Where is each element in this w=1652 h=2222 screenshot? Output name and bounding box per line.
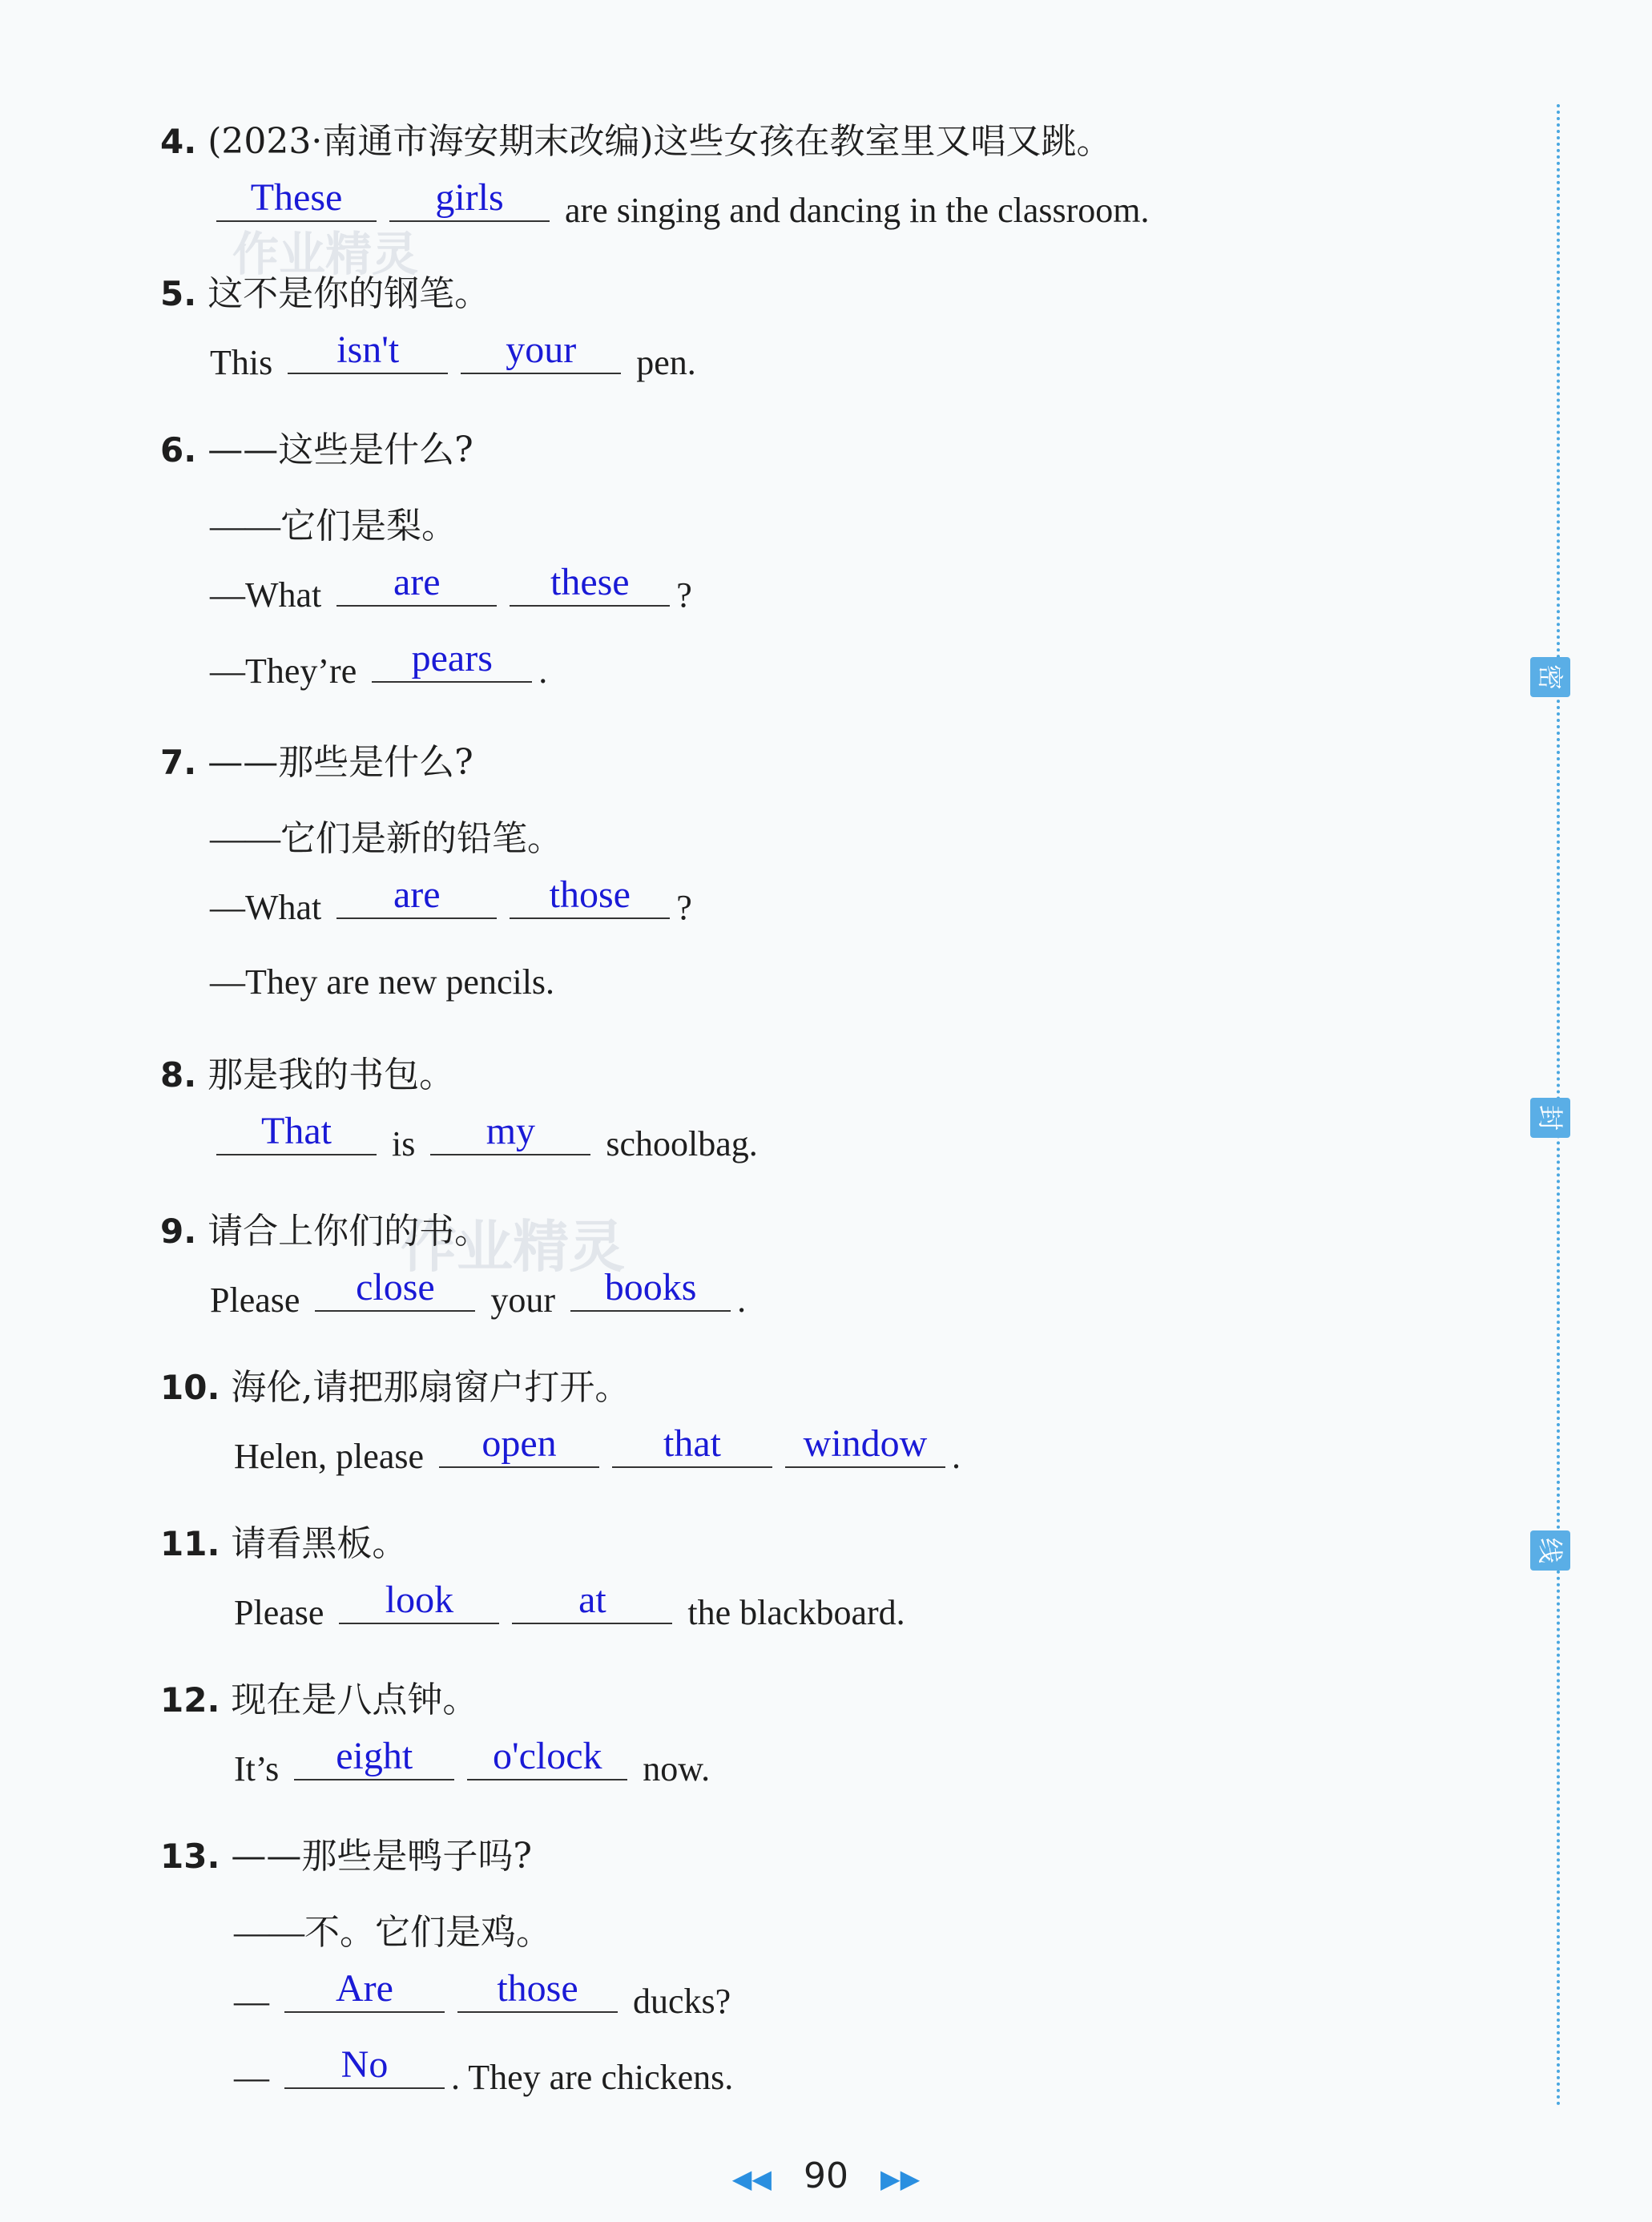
question-number: 11. bbox=[160, 1524, 220, 1563]
answer-line bbox=[210, 962, 554, 1002]
answer-blank[interactable] bbox=[294, 1735, 454, 1780]
sentence-text: . bbox=[952, 1437, 961, 1476]
answer-line bbox=[210, 329, 696, 383]
question-4-prompt bbox=[160, 112, 1111, 163]
sentence-text: This bbox=[210, 343, 282, 382]
question-chinese-text: 现在是八点钟。 bbox=[231, 1680, 478, 1720]
question-number: 4. bbox=[160, 122, 197, 161]
seal-label-feng: 封 bbox=[1530, 1098, 1570, 1138]
question-chinese-text: 请合上你们的书。 bbox=[208, 1211, 490, 1252]
handwritten-answer: at bbox=[578, 1579, 606, 1621]
sentence-text: ducks? bbox=[624, 1982, 731, 2021]
answer-line bbox=[210, 497, 457, 548]
question-chinese-text: ——那些是鸭子吗? bbox=[231, 1836, 532, 1877]
answer-line bbox=[210, 561, 692, 615]
answer-line bbox=[234, 1967, 731, 2022]
sentence-text: — bbox=[234, 2058, 278, 2097]
question-chinese-text: 这不是你的钢笔。 bbox=[208, 273, 490, 314]
handwritten-answer: these bbox=[550, 561, 630, 603]
sentence-text: ——它们是新的铅笔。 bbox=[210, 819, 562, 858]
sentence-text: It’s bbox=[234, 1749, 288, 1788]
answer-blank[interactable] bbox=[512, 1579, 672, 1624]
handwritten-answer: No bbox=[340, 2043, 389, 2086]
question-number: 10. bbox=[160, 1368, 220, 1407]
page-number: 90 bbox=[804, 2155, 848, 2196]
question-chinese-text: ——这些是什么? bbox=[208, 429, 473, 470]
sentence-text: —What bbox=[210, 888, 331, 927]
answer-line bbox=[234, 1903, 551, 1954]
handwritten-answer: window bbox=[803, 1422, 928, 1465]
answer-blank[interactable] bbox=[461, 329, 621, 374]
handwritten-answer: open bbox=[481, 1422, 557, 1465]
question-10-prompt bbox=[160, 1358, 630, 1409]
answer-line bbox=[210, 873, 692, 928]
answer-line bbox=[210, 1266, 747, 1321]
watermark: 作业精灵 bbox=[232, 227, 419, 281]
question-5-prompt bbox=[160, 264, 490, 316]
answer-blank[interactable] bbox=[284, 1967, 445, 2013]
question-number: 7. bbox=[160, 743, 197, 782]
sentence-text: Helen, please bbox=[234, 1437, 433, 1476]
sentence-text: —They’re bbox=[210, 651, 366, 691]
sentence-text: the blackboard. bbox=[679, 1593, 905, 1632]
question-number: 13. bbox=[160, 1837, 220, 1876]
handwritten-answer: are bbox=[393, 873, 441, 916]
question-number: 5. bbox=[160, 274, 197, 313]
next-page-icon: ▶▶ bbox=[880, 2164, 921, 2194]
handwritten-answer: books bbox=[604, 1266, 697, 1309]
sentence-text: ? bbox=[676, 575, 692, 615]
handwritten-answer: close bbox=[356, 1266, 435, 1309]
handwritten-answer: are bbox=[393, 561, 441, 603]
question-13-prompt bbox=[160, 1827, 532, 1878]
handwritten-answer: That bbox=[261, 1110, 332, 1152]
sentence-text: is bbox=[383, 1124, 425, 1163]
seal-label-mi: 密 bbox=[1530, 657, 1570, 697]
answer-blank[interactable] bbox=[284, 2043, 445, 2089]
sentence-text: . bbox=[737, 1280, 747, 1320]
answer-blank[interactable] bbox=[467, 1735, 627, 1780]
sentence-text: ——它们是梨。 bbox=[210, 506, 457, 546]
question-chinese-text: 请看黑板。 bbox=[231, 1523, 408, 1564]
question-number: 8. bbox=[160, 1055, 197, 1095]
sentence-text: ? bbox=[676, 888, 692, 927]
question-number: 9. bbox=[160, 1212, 197, 1251]
question-chinese-text: (2023·南通市海安期末改编)这些女孩在教室里又唱又跳。 bbox=[208, 121, 1112, 162]
handwritten-answer: Are bbox=[336, 1967, 393, 2010]
question-chinese-text: 海伦,请把那扇窗户打开。 bbox=[231, 1367, 631, 1408]
answer-blank[interactable] bbox=[288, 329, 448, 374]
answer-blank[interactable] bbox=[339, 1579, 499, 1624]
answer-line bbox=[234, 1422, 961, 1477]
handwritten-answer: that bbox=[663, 1422, 721, 1465]
watermark: 作业精灵 bbox=[401, 1214, 625, 1280]
answer-blank[interactable] bbox=[457, 1967, 618, 2013]
answer-line bbox=[210, 176, 1150, 231]
sentence-text: — bbox=[234, 1982, 278, 2021]
handwritten-answer: look bbox=[385, 1579, 454, 1621]
answer-blank[interactable] bbox=[216, 1110, 377, 1155]
sentence-text: are singing and dancing in the classroom. bbox=[556, 191, 1150, 230]
sentence-text: Please bbox=[234, 1593, 333, 1632]
sentence-text: —What bbox=[210, 575, 331, 615]
page-footer bbox=[0, 2155, 1652, 2196]
handwritten-answer: girls bbox=[435, 176, 504, 219]
sentence-text: . They are chickens. bbox=[451, 2058, 734, 2097]
sentence-text: pen. bbox=[627, 343, 696, 382]
question-8-prompt bbox=[160, 1046, 454, 1097]
answer-blank[interactable] bbox=[430, 1110, 590, 1155]
answer-line bbox=[210, 637, 548, 692]
handwritten-answer: eight bbox=[336, 1735, 413, 1777]
sentence-text: Please bbox=[210, 1280, 309, 1320]
handwritten-answer: my bbox=[486, 1110, 536, 1152]
handwritten-answer: pears bbox=[411, 637, 493, 680]
answer-line bbox=[210, 1110, 758, 1164]
answer-line bbox=[234, 1579, 905, 1633]
answer-blank[interactable] bbox=[216, 176, 377, 222]
sentence-text: ——不。它们是鸡。 bbox=[234, 1913, 551, 1952]
answer-blank[interactable] bbox=[785, 1422, 945, 1468]
sentence-text: schoolbag. bbox=[597, 1124, 758, 1163]
question-12-prompt bbox=[160, 1671, 477, 1722]
answer-blank[interactable] bbox=[389, 176, 550, 222]
answer-blank[interactable] bbox=[372, 637, 532, 683]
answer-blank[interactable] bbox=[315, 1266, 475, 1312]
answer-line bbox=[234, 1735, 711, 1789]
sentence-text: your bbox=[481, 1280, 565, 1320]
answer-line bbox=[210, 809, 562, 861]
question-9-prompt bbox=[160, 1202, 490, 1253]
answer-blank[interactable] bbox=[612, 1422, 772, 1468]
answer-blank[interactable] bbox=[336, 561, 497, 607]
question-chinese-text: 那是我的书包。 bbox=[208, 1055, 455, 1095]
answer-blank[interactable] bbox=[439, 1422, 599, 1468]
answer-blank[interactable] bbox=[510, 561, 670, 607]
question-chinese-text: ——那些是什么? bbox=[208, 742, 473, 783]
answer-line bbox=[234, 2043, 734, 2098]
question-11-prompt bbox=[160, 1514, 407, 1566]
handwritten-answer: o'clock bbox=[492, 1735, 602, 1777]
seal-label-xian: 线 bbox=[1530, 1530, 1570, 1571]
question-number: 12. bbox=[160, 1680, 220, 1720]
answer-blank[interactable] bbox=[570, 1266, 731, 1312]
sentence-text: now. bbox=[634, 1749, 711, 1788]
answer-blank[interactable] bbox=[336, 873, 497, 919]
question-6-prompt bbox=[160, 421, 473, 472]
question-number: 6. bbox=[160, 430, 197, 470]
prev-page-icon: ◀◀ bbox=[731, 2164, 772, 2194]
handwritten-answer: your bbox=[506, 329, 577, 371]
handwritten-answer: those bbox=[497, 1967, 578, 2010]
handwritten-answer: those bbox=[549, 873, 631, 916]
answer-blank[interactable] bbox=[510, 873, 670, 919]
handwritten-answer: isn't bbox=[336, 329, 400, 371]
question-7-prompt bbox=[160, 733, 473, 784]
sentence-text: . bbox=[538, 651, 548, 691]
sentence-text: —They are new pencils. bbox=[210, 962, 555, 1002]
handwritten-answer: These bbox=[250, 176, 343, 219]
